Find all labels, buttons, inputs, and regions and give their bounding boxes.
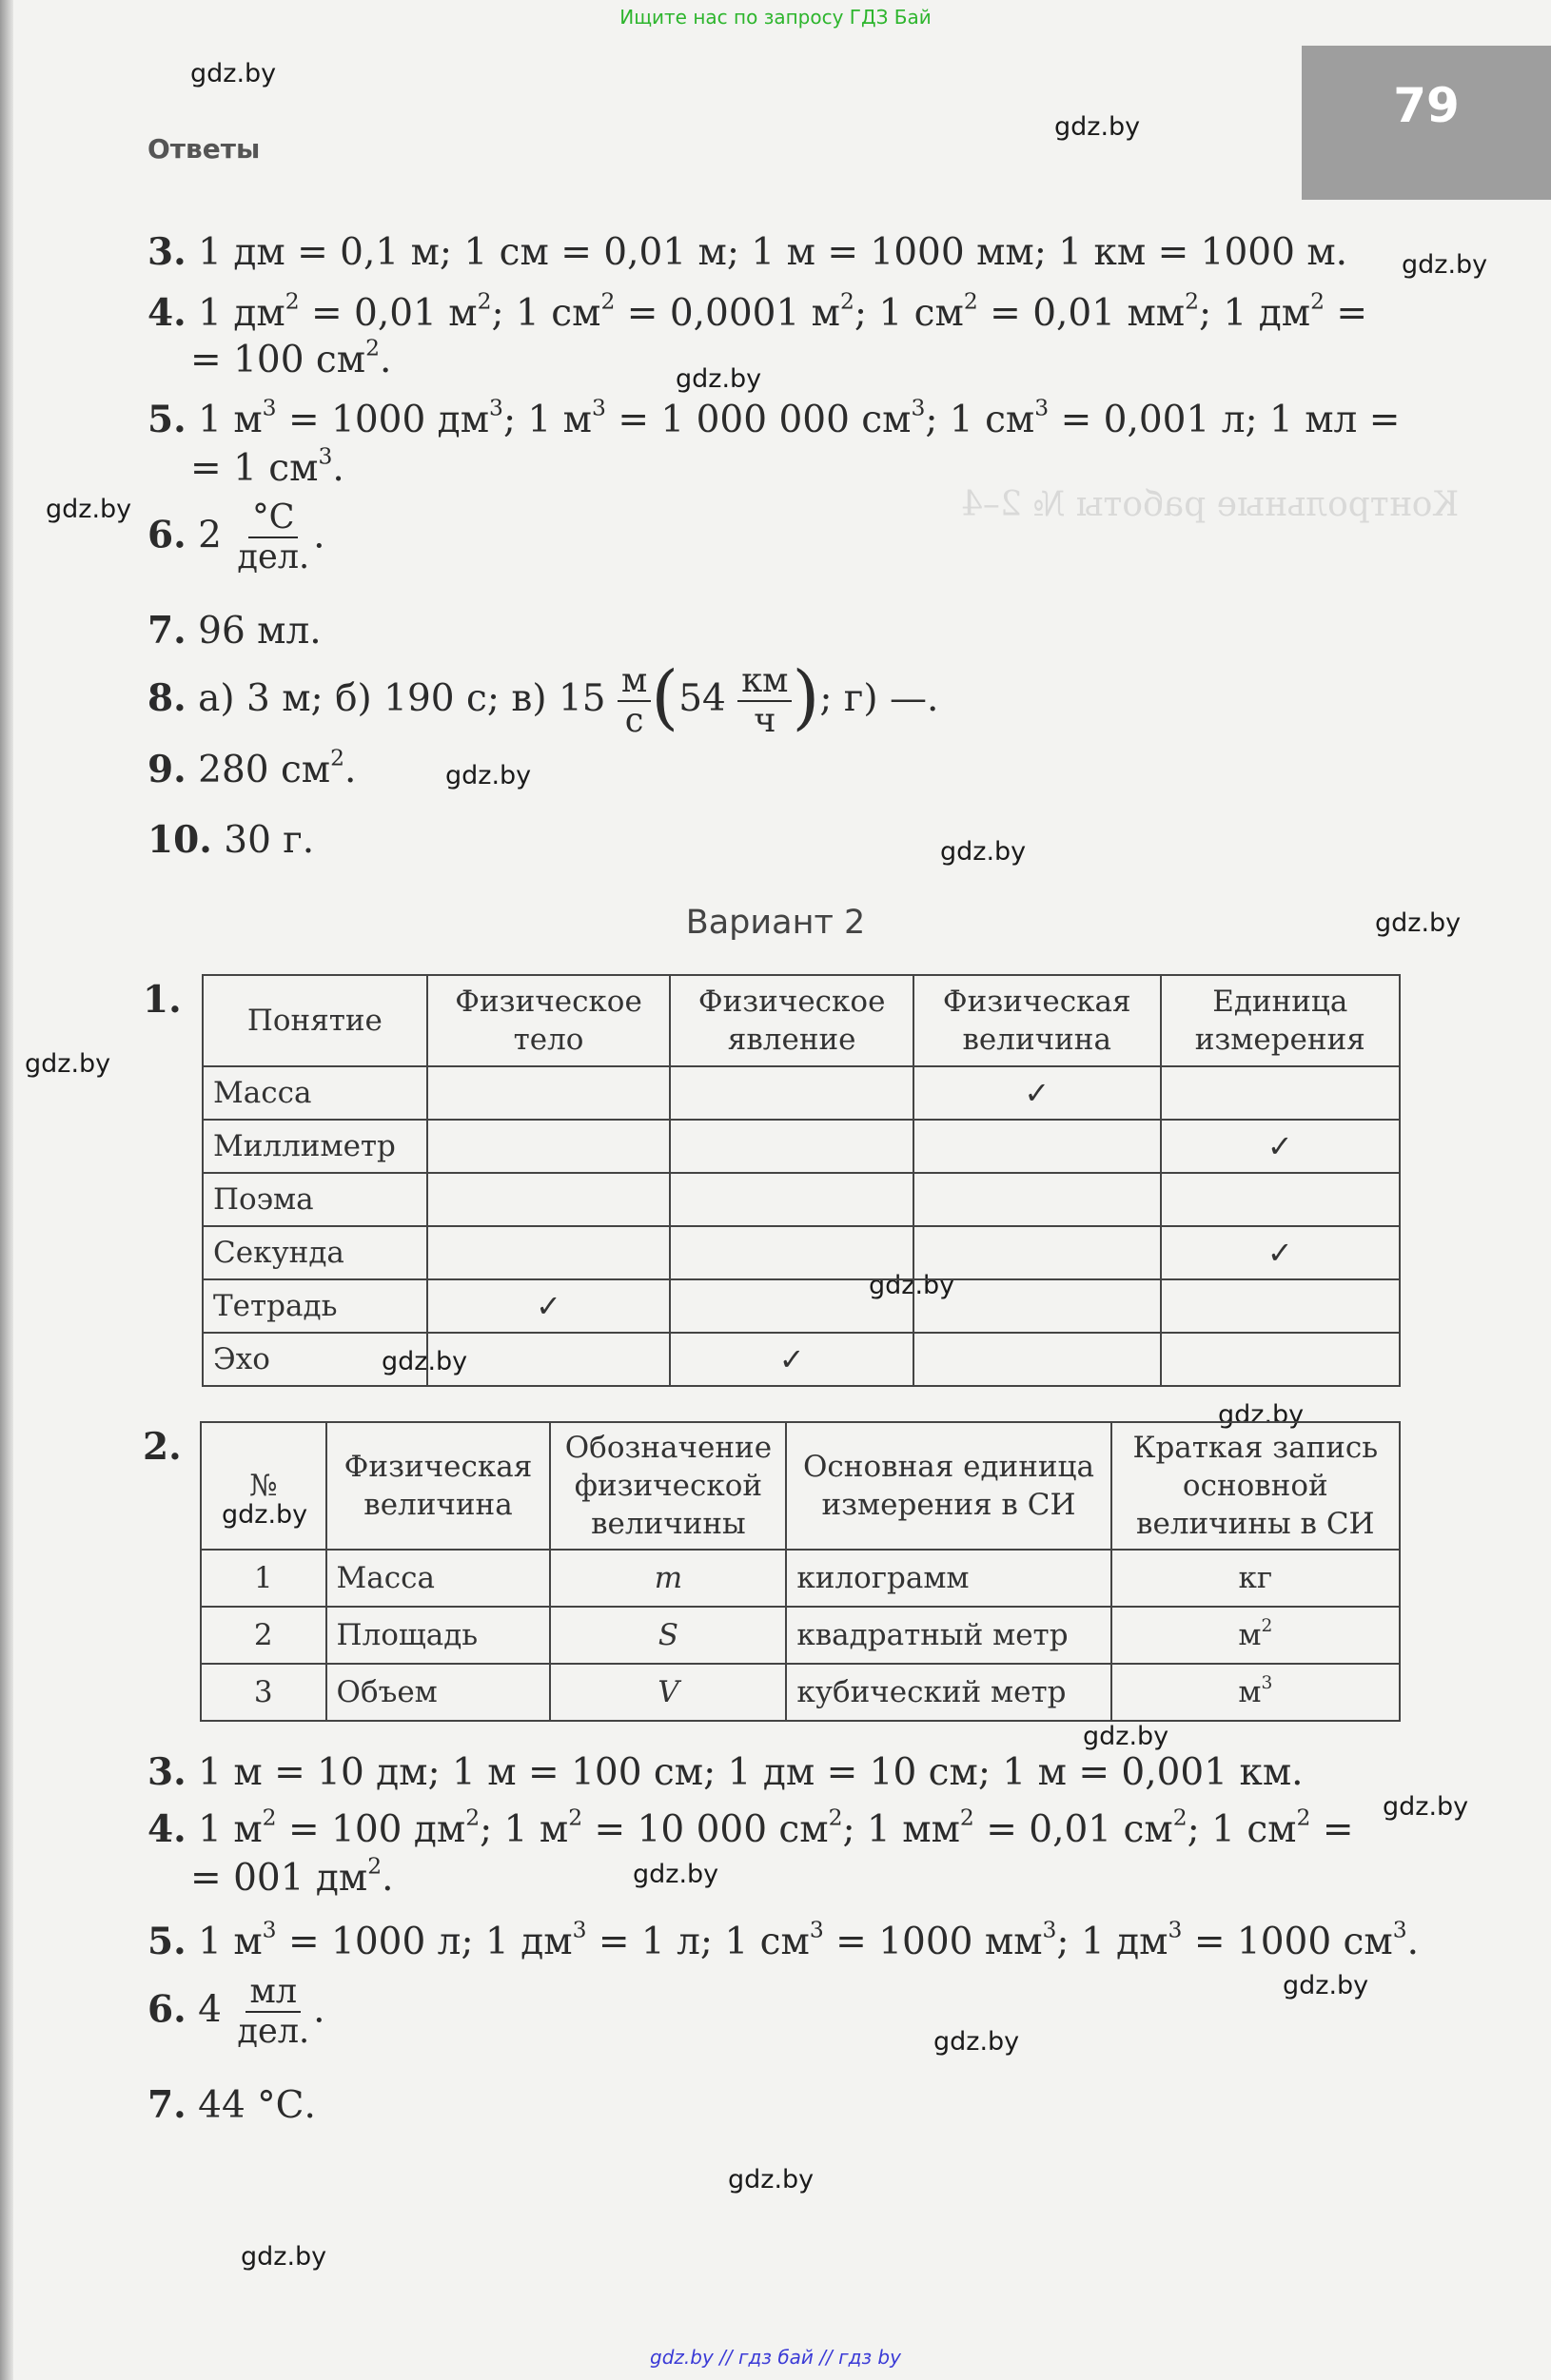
table-header-row bbox=[203, 975, 1400, 1066]
check-cell: ✓ bbox=[427, 1279, 671, 1333]
table-row bbox=[203, 1066, 1400, 1120]
row-label: Тетрадь bbox=[203, 1279, 427, 1333]
bottom-banner[interactable]: gdz.by // гдз бай // гдз by bbox=[650, 2346, 901, 2369]
check-cell bbox=[1161, 1279, 1401, 1333]
check-cell bbox=[913, 1226, 1161, 1279]
check-cell bbox=[1161, 1173, 1401, 1226]
concepts-table bbox=[202, 974, 1401, 1387]
check-cell bbox=[670, 1279, 913, 1333]
row-label: Миллиметр bbox=[203, 1120, 427, 1173]
answer-10: 10. 30 г. bbox=[147, 818, 315, 862]
quantity-name: Площадь bbox=[326, 1607, 551, 1664]
check-cell bbox=[427, 1066, 671, 1120]
fraction-meters-per-second: $\frac{м}{с}$ bbox=[618, 662, 651, 741]
check-cell bbox=[427, 1333, 671, 1386]
page-number: 79 bbox=[1393, 78, 1460, 133]
watermark: gdz.by bbox=[633, 1860, 719, 1889]
header-physical-body: Физическое тело bbox=[427, 975, 671, 1066]
fraction-ml-per-division: $\frac{мл}{\text{дел.}}$ bbox=[237, 1972, 310, 2052]
row-label: Масса bbox=[203, 1066, 427, 1120]
watermark: gdz.by bbox=[1383, 1792, 1469, 1822]
header-concept: Понятие bbox=[203, 975, 427, 1066]
answer-3: 3. 1 дм = 0,1 м; 1 см = 0,01 м; 1 м = 1000 мм; 1 км = 1000 м. bbox=[147, 230, 1348, 274]
quantity-name: Масса bbox=[326, 1550, 551, 1607]
answer-5: 5. 1 $м^3 = 1000$ $дм^3$; 1 $м^3 = 1$ 000 000 $см^3$; 1 $см^3 = 0,001$ л; 1 мл = bbox=[147, 394, 1401, 441]
bleed-through-heading: Контрольные работы № 2–4 bbox=[961, 485, 1460, 524]
answer-4: 4. 1 $дм^2 = 0,01$ $м^2$; 1 $см^2 = 0,0001$ $м^2$; 1 $см^2 = 0,01$ $мм^2$; 1 $дм^2$ = bbox=[147, 287, 1368, 335]
table-row bbox=[203, 1226, 1400, 1279]
answer-6: 6. 2 $\frac{^\circ C}{\text{дел.}}$ . bbox=[147, 497, 325, 577]
section-title: Ответы bbox=[147, 133, 261, 165]
check-cell bbox=[913, 1120, 1161, 1173]
si-unit: килограмм bbox=[786, 1550, 1110, 1607]
watermark: gdz.by bbox=[676, 364, 762, 394]
fraction-km-per-hour: $\frac{км}{ч}$ bbox=[737, 662, 792, 741]
v2-answer-4-continued: = 001 $дм^2$. bbox=[190, 1852, 394, 1900]
watermark: gdz.by bbox=[940, 837, 1027, 867]
table-row bbox=[201, 1664, 1400, 1721]
check-cell: ✓ bbox=[1161, 1226, 1401, 1279]
check-cell bbox=[1161, 1066, 1401, 1120]
watermark: gdz.by bbox=[1054, 112, 1141, 142]
check-cell bbox=[670, 1120, 913, 1173]
watermark: gdz.by bbox=[222, 1500, 308, 1530]
fraction-degrees-per-division: $\frac{^\circ C}{\text{дел.}}$ bbox=[237, 497, 310, 577]
row-number: 2 bbox=[201, 1607, 326, 1664]
check-cell: ✓ bbox=[913, 1066, 1161, 1120]
watermark: gdz.by bbox=[190, 59, 277, 88]
v2-answer-4: 4. 1 $м^2 = 100$ $дм^2$; 1 $м^2 = 10$ 000 $см^2$; 1 $мм^2 = 0,01$ $см^2$; 1 $см^2$ = bbox=[147, 1804, 1354, 1851]
check-cell bbox=[427, 1173, 671, 1226]
watermark: gdz.by bbox=[46, 495, 132, 524]
table-row bbox=[203, 1279, 1400, 1333]
quantity-symbol: V bbox=[550, 1664, 786, 1721]
header-si-unit: Основная единица измерения в СИ bbox=[786, 1422, 1110, 1550]
check-cell bbox=[427, 1120, 671, 1173]
watermark: gdz.by bbox=[1283, 1971, 1369, 2000]
watermark: gdz.by bbox=[1402, 250, 1488, 280]
header-short-notation: Краткая запись основной величины в СИ bbox=[1111, 1422, 1400, 1550]
table-row bbox=[203, 1333, 1400, 1386]
answer-9: 9. 280 $см^2$. bbox=[147, 744, 357, 791]
answer-7: 7. 96 мл. bbox=[147, 609, 322, 653]
table-header-row bbox=[201, 1422, 1400, 1550]
watermark: gdz.by bbox=[1375, 908, 1462, 938]
row-number: 3 bbox=[201, 1664, 326, 1721]
v2-answer-5: 5. 1 $м^3 = 1000$ л; 1 $дм^3 = 1$ л; 1 $см^3 = 1000$ $мм^3$; 1 $дм^3 = 1000$ $см^3$. bbox=[147, 1916, 1420, 1963]
row-label: Поэма bbox=[203, 1173, 427, 1226]
check-cell bbox=[913, 1333, 1161, 1386]
watermark: gdz.by bbox=[1218, 1400, 1305, 1430]
short-notation: $м^2$ bbox=[1111, 1607, 1400, 1664]
v2-answer-6: 6. 4 $\frac{мл}{\text{дел.}}$ . bbox=[147, 1972, 325, 2052]
short-notation: $м^3$ bbox=[1111, 1664, 1400, 1721]
header-physical-quantity: Физическая величина bbox=[913, 975, 1161, 1066]
short-notation: кг bbox=[1111, 1550, 1400, 1607]
header-number: № bbox=[201, 1422, 326, 1550]
table-row bbox=[203, 1173, 1400, 1226]
table-row bbox=[201, 1550, 1400, 1607]
task-1-number: 1. bbox=[143, 978, 182, 1022]
watermark: gdz.by bbox=[869, 1271, 955, 1300]
quantity-symbol: m bbox=[550, 1550, 786, 1607]
watermark: gdz.by bbox=[445, 761, 532, 790]
answer-5-continued: = 1 $см^3$. bbox=[190, 442, 344, 490]
table-row bbox=[203, 1120, 1400, 1173]
v2-answer-3: 3. 1 м = 10 дм; 1 м = 100 см; 1 дм = 10 см; 1 м = 0,001 км. bbox=[147, 1750, 1304, 1794]
si-unit: квадратный метр bbox=[786, 1607, 1110, 1664]
page-number-tab bbox=[1302, 46, 1551, 200]
top-banner[interactable]: Ищите нас по запросу ГДЗ Бай bbox=[619, 6, 932, 29]
si-unit: кубический метр bbox=[786, 1664, 1110, 1721]
check-cell: ✓ bbox=[670, 1333, 913, 1386]
answer-4-continued: = 100 $см^2$. bbox=[190, 334, 392, 381]
header-quantity: Физическая величина bbox=[326, 1422, 551, 1550]
check-cell bbox=[1161, 1333, 1401, 1386]
quantity-name: Объем bbox=[326, 1664, 551, 1721]
task-2-number: 2. bbox=[143, 1425, 182, 1469]
check-cell bbox=[670, 1226, 913, 1279]
header-symbol: Обозначение физической величины bbox=[550, 1422, 786, 1550]
row-label: Эхо bbox=[203, 1333, 427, 1386]
watermark: gdz.by bbox=[241, 2242, 327, 2272]
v2-answer-7: 7. 44 °С. bbox=[147, 2083, 316, 2127]
watermark: gdz.by bbox=[933, 2027, 1020, 2057]
check-cell: ✓ bbox=[1161, 1120, 1401, 1173]
page-edge-shadow bbox=[0, 0, 13, 2380]
watermark: gdz.by bbox=[382, 1347, 468, 1376]
check-cell bbox=[913, 1173, 1161, 1226]
quantity-symbol: S bbox=[550, 1607, 786, 1664]
table-row bbox=[201, 1607, 1400, 1664]
header-physical-phenomenon: Физическое явление bbox=[670, 975, 913, 1066]
variant-2-title: Вариант 2 bbox=[685, 904, 866, 942]
answer-8: 8. а) 3 м; б) 190 с; в) 15 $\frac{м}{с}$ (54 $\frac{км}{ч}$ ); г) —. bbox=[147, 656, 939, 740]
check-cell bbox=[670, 1173, 913, 1226]
quantities-table bbox=[200, 1421, 1401, 1722]
watermark: gdz.by bbox=[728, 2165, 815, 2195]
check-cell bbox=[670, 1066, 913, 1120]
row-label: Секунда bbox=[203, 1226, 427, 1279]
watermark: gdz.by bbox=[25, 1049, 111, 1079]
watermark: gdz.by bbox=[1083, 1722, 1169, 1751]
header-unit: Единица измерения bbox=[1161, 975, 1401, 1066]
row-number: 1 bbox=[201, 1550, 326, 1607]
check-cell bbox=[427, 1226, 671, 1279]
check-cell bbox=[913, 1279, 1161, 1333]
